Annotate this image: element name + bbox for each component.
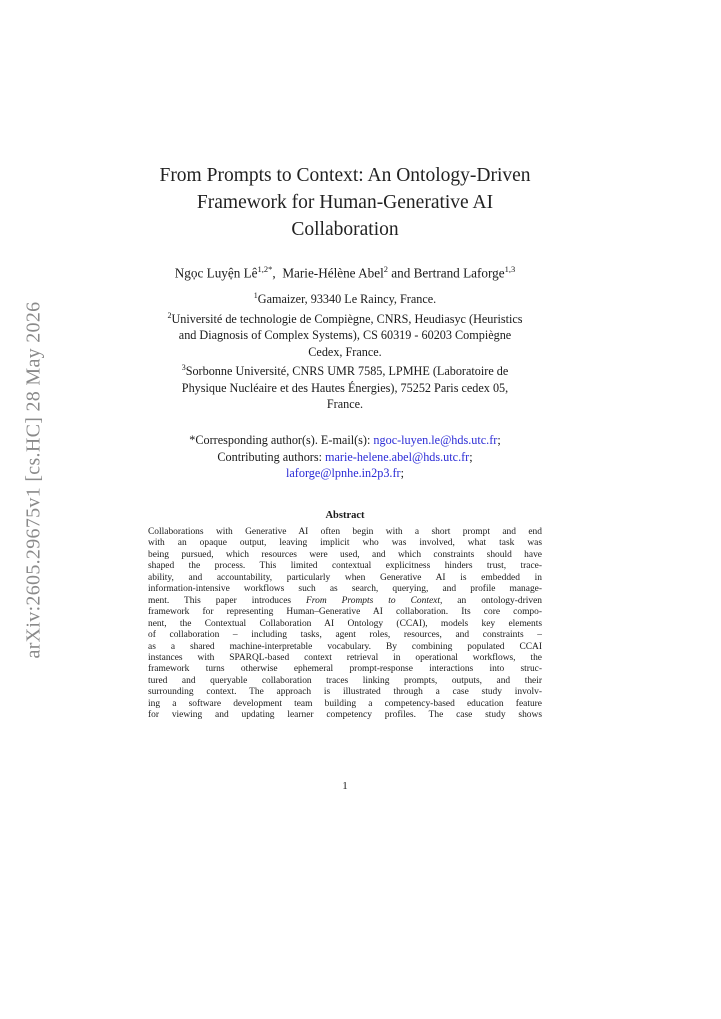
corresponding-label: *Corresponding author(s). E-mail(s): (189, 433, 371, 447)
abstract-line: being pursued, which resources were used, and which constraints should have (148, 549, 542, 560)
affiliation-marker: 2 (167, 310, 172, 320)
corresponding-email-link[interactable]: ngoc-luyen.le@hds.utc.fr (373, 433, 498, 447)
abstract-line: tured and queryable collaboration traces linking prompts, outputs, and their (148, 675, 542, 686)
abstract-text: , an ontology-driven (439, 595, 542, 606)
affiliation-3 (130, 360, 560, 380)
contributor-email-link[interactable]: marie-helene.abel@hds.utc.fr (325, 449, 470, 464)
affiliation-text: Gamaizer, 93340 Le Raincy, France. (257, 292, 437, 307)
contributing-line (130, 449, 560, 466)
corresponding-line (130, 432, 560, 449)
title-line: Framework for Human-Generative AI (196, 192, 494, 213)
affiliation-2-cont: and Diagnosis of Complex Systems), CS 60319 - 60203 Compiègne (178, 328, 512, 343)
separator: ; (400, 466, 404, 480)
author-superscript: 1,3 (504, 264, 516, 274)
affiliation-2 (130, 308, 560, 328)
abstract-line: framework turns otherwise ephemeral prompt-response interactions into struc- (148, 664, 542, 675)
title-line: Collaboration (291, 219, 399, 240)
author-connector: and (391, 265, 411, 281)
affiliation-marker: 3 (181, 363, 186, 373)
contributor-email-link[interactable]: laforge@lpnhe.in2p3.fr (286, 466, 401, 480)
abstract-line: Collaborations with Generative AI often begin with a short prompt and end (148, 527, 542, 537)
author-superscript: 2 (383, 264, 388, 274)
affiliation-3-cont: Physique Nucléaire et des Hautes Énergies), 75252 Paris cedex 05, (181, 380, 509, 395)
affiliation-text: Université de technologie de Compiègne, CNRS, Heudiasyc (Heuristics (171, 311, 523, 326)
contributing-label: Contributing authors: (217, 449, 322, 464)
abstract-line (148, 596, 542, 607)
abstract-line: surrounding context. The approach is illustrated through a case study involv- (148, 687, 542, 698)
abstract-line: for viewing and updating learner competency profiles. The case study shows (148, 710, 542, 721)
abstract-line: with an opaque output, leaving implicit who was involved, what task was (148, 538, 542, 549)
abstract-line: of collaboration – including tasks, agent roles, resources, and constraints – (148, 630, 542, 641)
affiliations (130, 288, 560, 413)
contributing-line-2 (130, 465, 560, 482)
arxiv-side-stamp: arXiv:2605.29675v1 [cs.HC] 28 May 2026 (22, 301, 45, 659)
author-superscript: 1,2* (257, 264, 273, 274)
affiliation-1 (130, 288, 560, 308)
abstract-body (148, 527, 542, 722)
author-name: Marie-Hélène Abel (282, 265, 384, 281)
abstract-line: ability, and accountability, particularly when Generative AI is embedded in (148, 572, 542, 583)
abstract-line: information-intensive workflows such as search, querying, and profile manage- (148, 584, 542, 595)
affiliation-text: Sorbonne Université, CNRS UMR 7585, LPMHE (Laboratoire de (185, 364, 509, 379)
abstract-text: ment. This paper introduces (148, 595, 292, 606)
framework-name: From Prompts to Context (306, 595, 440, 606)
affiliation-2-cont: Cedex, France. (308, 344, 382, 359)
author-name: Ngọc Luyện Lê (174, 265, 258, 281)
abstract-line: nent, the Contextual Collaboration AI Ontology (CCAI), models key elements (148, 618, 542, 629)
abstract-heading: Abstract (325, 510, 365, 521)
affiliation-marker: 1 (253, 291, 258, 300)
page-number: 1 (342, 780, 348, 792)
separator: ; (469, 449, 473, 464)
author-name: Bertrand Laforge (413, 265, 505, 281)
affiliation-3-cont: France. (326, 397, 364, 412)
separator: ; (497, 433, 501, 447)
abstract-line: ing a software development team building a competency-based education feature (148, 698, 542, 709)
abstract-line: instances with SPARQL-based context retrieval in operational workflows, the (148, 652, 542, 663)
abstract-line: as a shared machine-interpretable vocabulary. By combining populated CCAI (148, 641, 542, 652)
title-line: From Prompts to Context: An Ontology-Driven (159, 165, 531, 186)
abstract-line: framework for representing Human–Generative AI collaboration. Its core compo- (148, 607, 542, 618)
paper-title (120, 162, 570, 243)
abstract-line: shaped the process. This limited contextual explicitness hinders trust, trace- (148, 561, 542, 572)
contact-block (130, 432, 560, 482)
author-list: Ngọc Luyện $Lê^{1,2*}$, Marie-Hélène Abel$^2$ and Bertrand Laforge$^{1,3}$ (174, 264, 516, 281)
